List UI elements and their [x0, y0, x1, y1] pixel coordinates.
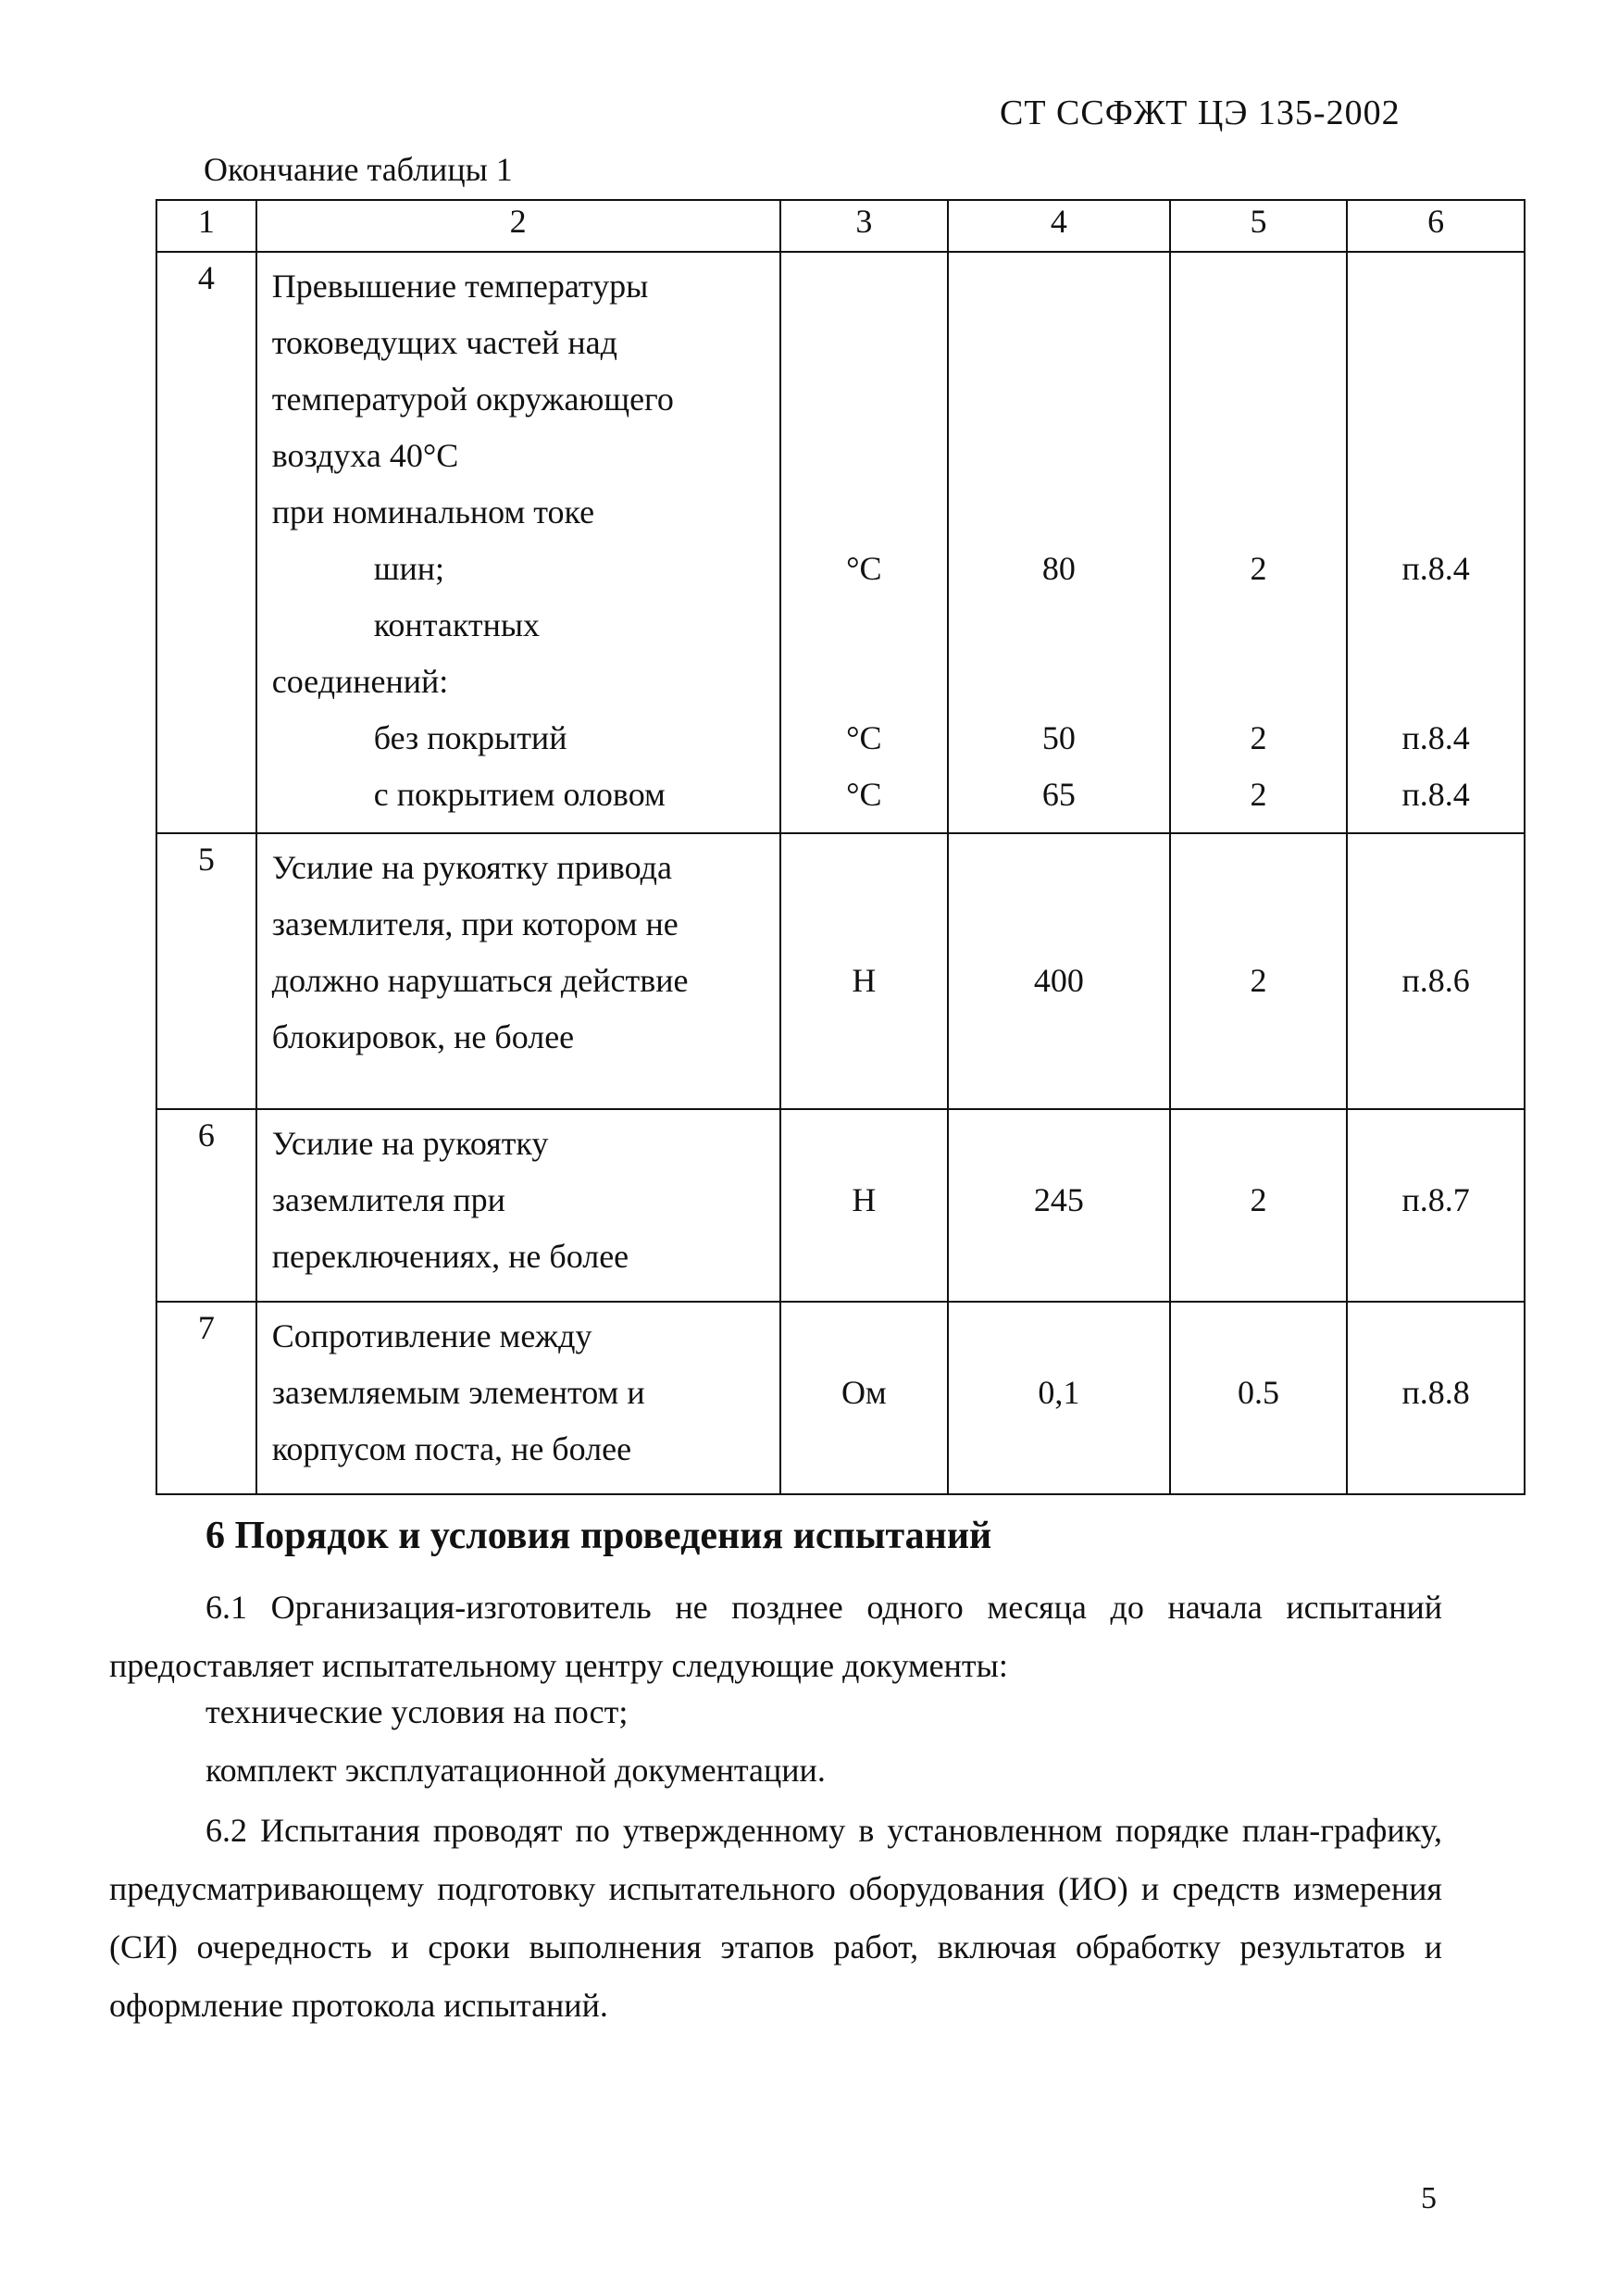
value-cell: 400: [948, 833, 1170, 1109]
desc-line: Усилие на рукоятку: [271, 1125, 549, 1162]
column-header: 6: [1347, 200, 1525, 252]
desc-line: контактных: [373, 606, 541, 643]
col5-cell: 2: [1170, 833, 1348, 1109]
value: 50: [1041, 719, 1076, 756]
desc-line: воздуха 40°С: [271, 437, 459, 474]
value: 65: [1041, 776, 1076, 813]
desc-line: заземлителя, при котором не: [271, 905, 679, 942]
desc-line: с покрытием оловом: [373, 776, 666, 813]
reference: п.8.4: [1401, 776, 1470, 813]
table-row: [156, 1302, 1525, 1494]
column-header: 2: [256, 200, 780, 252]
desc-line: шин;: [373, 550, 445, 587]
unit-value: °С: [846, 550, 882, 587]
unit-cell: [780, 252, 949, 833]
desc-line: при номинальном токе: [271, 493, 595, 530]
value-cell: [948, 252, 1170, 833]
desc-line: без покрытий: [373, 719, 567, 756]
unit-cell: Н: [780, 1109, 949, 1302]
reference: п.8.4: [1401, 550, 1470, 587]
unit-cell: Ом: [780, 1302, 949, 1494]
desc-line: Сопротивление между: [271, 1317, 592, 1354]
desc-line: заземляемым элементом и: [271, 1374, 645, 1411]
section-heading: 6 Порядок и условия проведения испытаний: [205, 1515, 992, 1557]
col5-cell: 0.5: [1170, 1302, 1348, 1494]
column-header: 5: [1170, 200, 1348, 252]
column-header: 3: [780, 200, 949, 252]
unit-cell: Н: [780, 833, 949, 1109]
table-header-row: [156, 200, 1525, 252]
row-number: 5: [156, 833, 256, 1109]
col5-cell: 2: [1170, 1109, 1348, 1302]
desc-line: переключениях, не более: [271, 1238, 629, 1275]
row-number: 7: [156, 1302, 256, 1494]
desc-line: блокировок, не более: [271, 1018, 575, 1055]
row-description: [256, 1109, 780, 1302]
desc-line: токоведущих частей над: [271, 324, 617, 361]
list-item: технические условия на пост;: [205, 1693, 629, 1730]
col5-value: 2: [1250, 550, 1267, 587]
col5-cell: [1170, 252, 1348, 833]
list-item: комплект эксплуатационной документации.: [205, 1752, 826, 1789]
row-number: 4: [156, 252, 256, 833]
desc-line: Превышение температуры: [271, 268, 649, 305]
paragraph-6-1: 6.1 Организация-изготовитель не позднее одного месяца до начала испытаний предоставляет испытательному центру следующие документы:: [109, 1589, 1442, 1684]
desc-line: температурой окружающего: [271, 381, 674, 418]
row-description: [256, 1302, 780, 1494]
desc-line: заземлителя при: [271, 1181, 505, 1218]
document-code: СТ ССФЖТ ЦЭ 135-2002: [1000, 94, 1401, 132]
reference-cell: п.8.7: [1347, 1109, 1525, 1302]
col5-value: 2: [1250, 776, 1267, 813]
desc-line: корпусом поста, не более: [271, 1430, 632, 1467]
table-row: [156, 1109, 1525, 1302]
row-number: 6: [156, 1109, 256, 1302]
row-description: [256, 252, 780, 833]
value-cell: 245: [948, 1109, 1170, 1302]
reference: п.8.4: [1401, 719, 1470, 756]
column-header: 4: [948, 200, 1170, 252]
spec-table: [156, 199, 1526, 1495]
desc-line: соединений:: [271, 663, 449, 700]
reference-cell: п.8.8: [1347, 1302, 1525, 1494]
unit-value: °С: [846, 776, 882, 813]
row-description: [256, 833, 780, 1109]
desc-line: Усилие на рукоятку привода: [271, 849, 672, 886]
page-number: 5: [1421, 2181, 1437, 2215]
reference-cell: [1347, 252, 1525, 833]
value-cell: 0,1: [948, 1302, 1170, 1494]
col5-value: 2: [1250, 719, 1267, 756]
paragraph-6-2: 6.2 Испытания проводят по утвержденному в установленном порядке план-графику, предусматривающему подготовку испытательного оборудования (ИО) и средств измерения (СИ) очередность и сроки выполнения этапов работ, включая обработку результатов и оформление протокола испытаний.: [109, 1812, 1442, 2024]
table-row: [156, 252, 1525, 833]
table-row: [156, 833, 1525, 1109]
unit-value: °С: [846, 719, 882, 756]
reference-cell: п.8.6: [1347, 833, 1525, 1109]
value: 80: [1041, 550, 1076, 587]
table-caption: Окончание таблицы 1: [204, 151, 513, 188]
column-header: 1: [156, 200, 256, 252]
desc-line: должно нарушаться действие: [271, 962, 689, 999]
